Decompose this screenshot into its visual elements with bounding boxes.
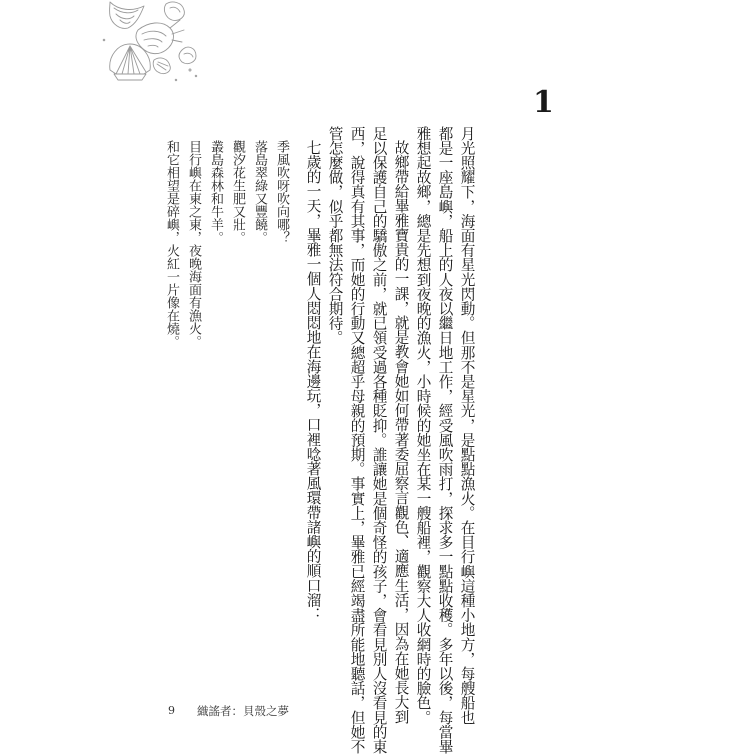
verse-line: 季風吹呀吹向哪？: [274, 140, 289, 244]
prose-column: 足以保護自己的驕傲之前，就已領受過各種貶抑。誰讓她是個奇怪的孩子，會看見別人沒看見的東: [370, 126, 388, 754]
verse-line: 目行嶼在東之東，夜晚海面有漁火。: [186, 140, 201, 348]
verse-line: 叢島森林和牛羊。: [208, 140, 223, 244]
verse-line: 落島翠綠又豐饒。: [252, 140, 267, 244]
verse-line: 和它相望是碎嶼，火紅一片像在燒。: [164, 140, 179, 348]
seashell-ornament-icon: [92, 0, 212, 98]
chapter-number: 1: [533, 85, 554, 120]
prose-column: 管怎麼做，似乎都無法符合期待。: [326, 126, 344, 345]
running-title: 織謠者：貝殼之夢: [197, 704, 289, 718]
prose-column: 都是一座島嶼，船上的人夜以繼日地工作，經受風吹雨打，探求多一點點收穫。多年以後，每當畢: [436, 126, 454, 754]
prose-column: 七歲的一天，畢雅一個人悶悶地在海邊玩，口裡唸著風環帶諸嶼的順口溜：: [304, 140, 322, 622]
prose-column: 雅想起故鄉，總是先想到夜晚的漁火，小時候的她坐在某一艘船裡，觀察大人收網時的臉色。: [414, 126, 432, 725]
prose-column: 月光照耀下，海面有星光閃動。但那不是星光，是點點漁火。在目行嶼這種小地方，每艘船也: [458, 126, 476, 725]
prose-column: 西，說得真有其事，而她的行動又總超乎母親的預期。事實上，畢雅已經竭盡所能地聽話，但她不: [348, 126, 366, 754]
prose-column: 故鄉帶給畢雅寶貴的一課，就是教會她如何帶著委屈察言觀色、適應生活，因為在她長大到: [392, 140, 410, 724]
verse-line: 觀汐花生肥又壯。: [230, 140, 245, 244]
page-number: 9: [168, 704, 175, 717]
